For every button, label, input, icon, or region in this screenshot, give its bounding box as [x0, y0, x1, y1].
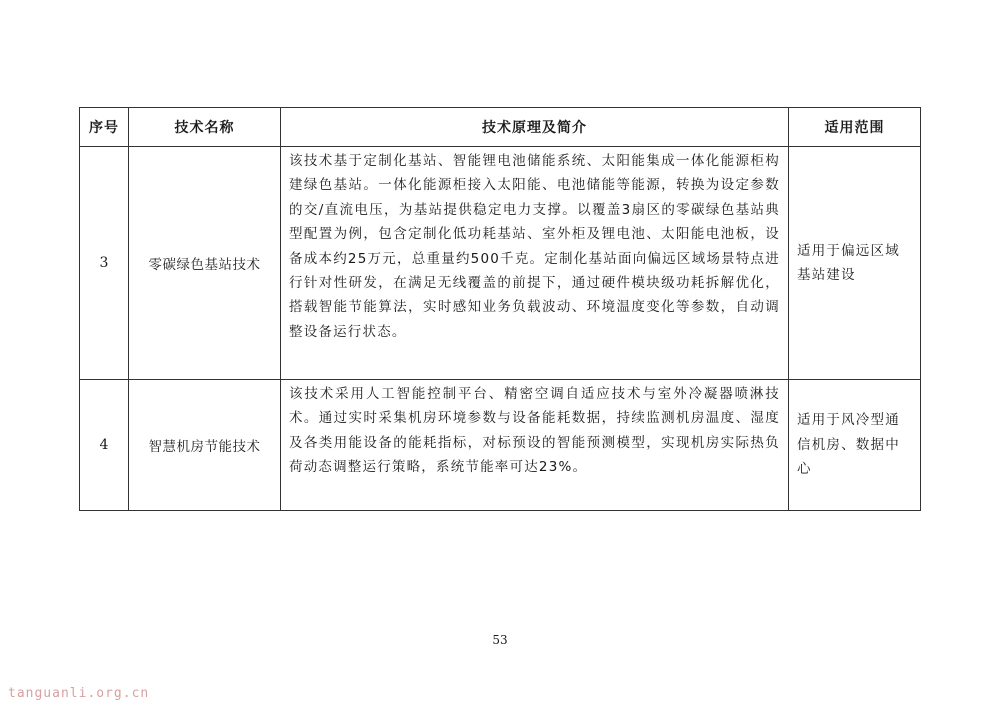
page-number: 53: [492, 633, 508, 647]
header-no: 序号: [80, 108, 129, 147]
row-number: 3: [80, 147, 129, 380]
table-row: [80, 147, 921, 380]
technology-name: 零碳绿色基站技术: [129, 147, 281, 380]
technology-description: 该技术基于定制化基站、智能锂电池储能系统、太阳能集成一体化能源柜构建绿色基站。一体化能源柜接入太阳能、电池储能等能源，转换为设定参数的交/直流电压，为基站提供稳定电力支撑。以覆盖3扇区的零碳绿色基站典型配置为例，包含定制化低功耗基站、室外柜及锂电池、太阳能电池板，设备成本约25万元，总重量约500千克。定制化基站面向偏远区域场景特点进行针对性研发，在满足无线覆盖的前提下，通过硬件模块级功耗拆解优化，搭载智能节能算法，实时感知业务负载波动、环境温度变化等参数，自动调整设备运行状态。: [281, 147, 789, 380]
technology-name: 智慧机房节能技术: [129, 380, 281, 511]
table-row: [80, 380, 921, 511]
table-header-row: [80, 108, 921, 147]
application-scope: 适用于偏远区域基站建设: [789, 147, 921, 380]
technology-description: 该技术采用人工智能控制平台、精密空调自适应技术与室外冷凝器喷淋技术。通过实时采集机房环境参数与设备能耗数据，持续监测机房温度、湿度及各类用能设备的能耗指标，对标预设的智能预测模型，实现机房实际热负荷动态调整运行策略，系统节能率可达23%。: [281, 380, 789, 511]
watermark: tanguanli.org.cn: [8, 686, 150, 701]
header-description: 技术原理及简介: [281, 108, 789, 147]
row-number: 4: [80, 380, 129, 511]
header-scope: 适用范围: [789, 108, 921, 147]
application-scope: 适用于风冷型通信机房、数据中心: [789, 380, 921, 511]
technology-table: [79, 107, 921, 511]
header-name: 技术名称: [129, 108, 281, 147]
